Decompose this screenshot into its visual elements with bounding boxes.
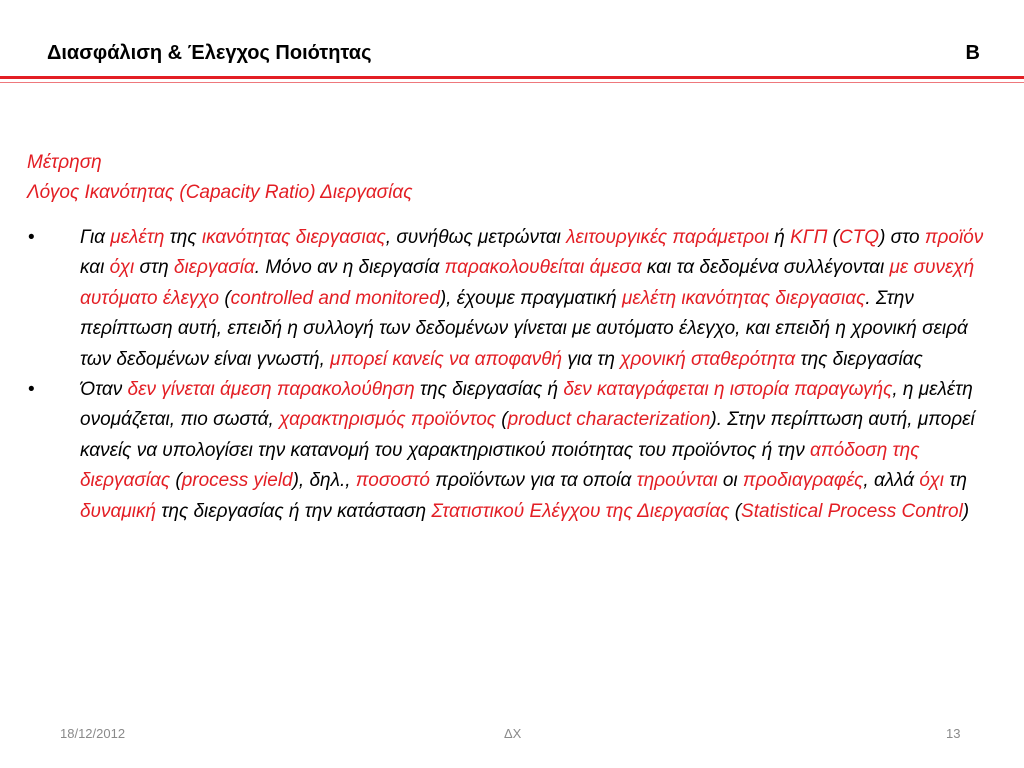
highlighted-term: τηρούνται xyxy=(636,470,718,492)
bullet-text: της xyxy=(164,227,202,248)
highlighted-term: όχι xyxy=(109,257,135,279)
footer-author: ΔΧ xyxy=(504,726,522,741)
highlighted-term: προδιαγραφές xyxy=(742,470,864,492)
bullet-text: στη xyxy=(134,257,174,279)
highlighted-term: διεργασία xyxy=(173,257,255,279)
highlighted-term: μελέτη ικανότητας διεργασιας xyxy=(622,287,866,309)
highlighted-term: δεν καταγράφεται η ιστορία παραγωγής xyxy=(563,379,893,401)
highlighted-term: controlled and monitored xyxy=(230,287,440,309)
highlighted-term: δεν γίνεται άμεση παρακολούθηση xyxy=(127,379,415,401)
bullet-item xyxy=(28,375,993,527)
highlighted-term: CTQ xyxy=(838,227,880,248)
bullet-text: της διεργασίας ή xyxy=(414,379,564,401)
bullet-text: ), δηλ., xyxy=(292,470,356,492)
bullet-text: ). Στην περίπτωση αυτή, μπορεί κανείς να υπολογίσει την κατανομή του χαρακτηριστικού ποιότητας του προϊόντος ή την xyxy=(80,409,975,461)
bullet-text: ( xyxy=(170,470,182,492)
bullet-text: ( xyxy=(496,409,508,431)
bullet-text: ( xyxy=(729,500,742,522)
highlighted-term: χαρακτηρισμός προϊόντος xyxy=(279,409,497,431)
bullet-text: ή xyxy=(768,227,791,248)
bullet-text: Για xyxy=(80,227,111,248)
bullet-text: Όταν xyxy=(80,379,128,401)
bullet-text: ( xyxy=(827,227,839,248)
highlighted-term: με συνεχή αυτόματο έλεγχο xyxy=(80,257,975,309)
bullet-list xyxy=(28,223,993,527)
bullet-text: της διεργασίας xyxy=(795,348,923,370)
bullet-marker: • xyxy=(28,379,35,401)
bullet-text: . Μόνο αν η διεργασία xyxy=(254,257,445,279)
footer-date: 18/12/2012 xyxy=(60,726,126,741)
bullet-text: της διεργασίας ή την κατάσταση xyxy=(156,500,432,522)
bullet-marker: • xyxy=(28,227,35,248)
highlighted-term: όχι xyxy=(919,470,944,492)
bullet-text: , η μελέτη ονομάζεται, πιο σωστά, xyxy=(80,379,973,431)
highlighted-term: χρονική σταθερότητα xyxy=(620,348,796,370)
bullet-text: ) xyxy=(962,500,970,522)
bullet-text: , συνήθως μετρώνται xyxy=(385,227,567,248)
highlighted-term: προϊόν xyxy=(924,227,984,248)
bullet-text: ), έχουμε πραγματική xyxy=(439,287,622,309)
highlighted-term: μπορεί κανείς να αποφανθή xyxy=(330,348,563,370)
highlighted-term: λειτουργικές παράμετροι xyxy=(566,227,769,248)
bullet-text: ( xyxy=(219,287,231,309)
highlighted-term: ΚΓΠ xyxy=(790,227,828,248)
section-subtitle: Λόγος Ικανότητας (Capacity Ratio) Διεργασίας xyxy=(27,182,413,203)
bullet-text: , αλλά xyxy=(863,470,920,492)
bullet-text: για τη xyxy=(562,348,621,370)
highlighted-term: product characterization xyxy=(507,409,711,431)
bullet-text: και τα δεδομένα συλλέγονται xyxy=(641,257,890,279)
highlighted-term: απόδοση της διεργασίας xyxy=(80,439,920,492)
bullet-text: . Στην περίπτωση αυτή, επειδή η συλλογή των δεδομένων γίνεται με αυτόματο έλεγχο, και επειδή η χρονική σειρά των δεδομένων είναι γνωστή, xyxy=(80,287,968,370)
bullet-text: οι xyxy=(717,470,743,492)
bullet-text: και xyxy=(80,257,110,279)
header-divider-thin xyxy=(0,82,1024,83)
slide-header-title: Διασφάλιση & Έλεγχος Ποιότητας xyxy=(47,42,372,64)
highlighted-term: ποσοστό xyxy=(355,470,430,492)
footer-page-number: 13 xyxy=(946,726,961,741)
bullet-item xyxy=(28,223,993,375)
bullet-text: τη xyxy=(943,470,967,492)
highlighted-term: ικανότητας διεργασιας xyxy=(201,227,386,248)
highlighted-term: Στατιστικού Ελέγχου της Διεργασίας xyxy=(431,500,730,522)
header-divider xyxy=(0,76,1024,79)
bullet-text: προϊόντων για τα οποία xyxy=(429,470,637,492)
highlighted-term: δυναμική xyxy=(80,500,157,522)
section-title: Μέτρηση xyxy=(27,152,102,173)
highlighted-term: παρακολουθείται άμεσα xyxy=(444,257,642,279)
highlighted-term: μελέτη xyxy=(110,227,165,248)
bullet-text: ) στο xyxy=(879,227,925,248)
highlighted-term: process yield xyxy=(181,470,293,492)
slide-header-letter: B xyxy=(965,42,980,64)
highlighted-term: Statistical Process Control xyxy=(741,500,963,522)
